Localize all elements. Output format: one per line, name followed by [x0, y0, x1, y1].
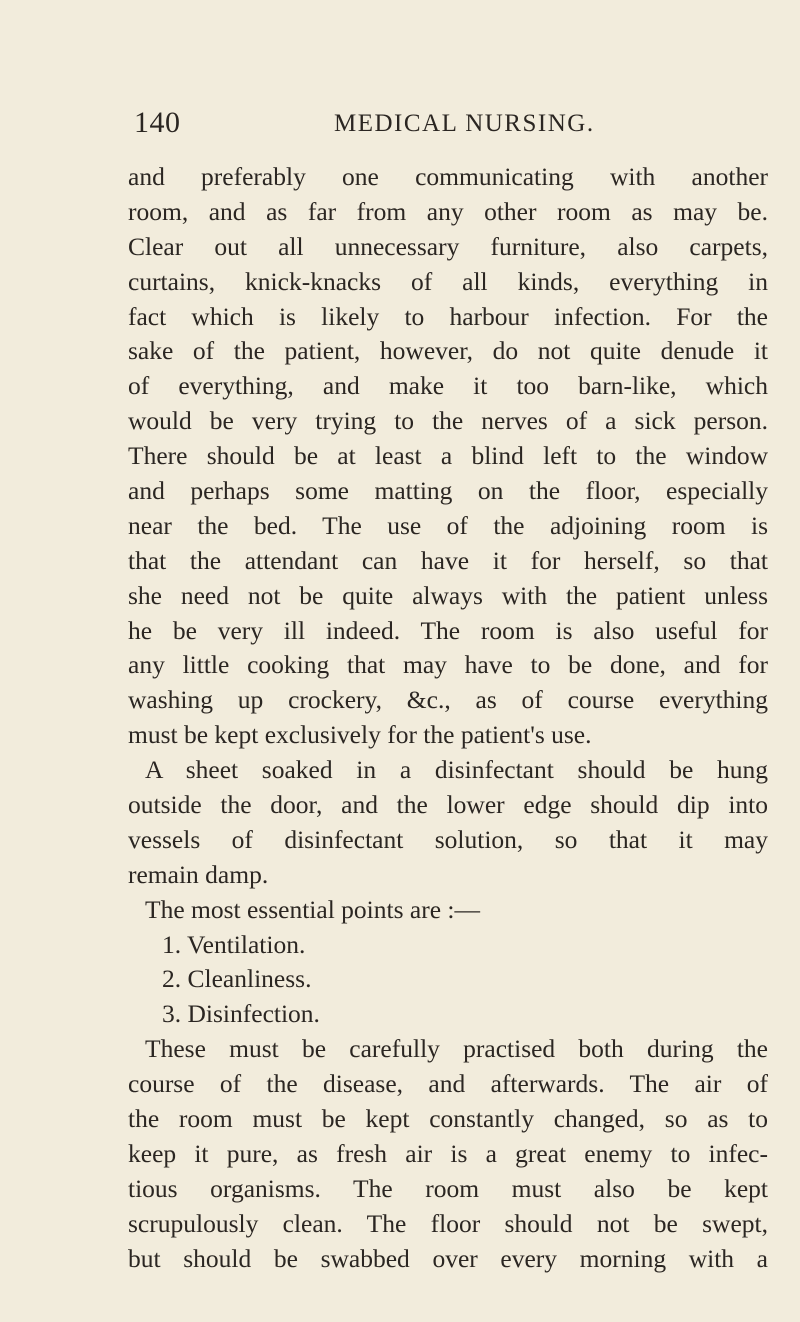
text-line: Clear out all unnecessary furniture, also carpets,	[128, 231, 768, 261]
text-line: she need not be quite always with the patient unless	[128, 580, 768, 610]
text-line: tious organisms. The room must also be kept	[128, 1173, 768, 1203]
text-line: scrupulously clean. The floor should not be swept,	[128, 1208, 768, 1238]
text-line: near the bed. The use of the adjoining room is	[128, 510, 768, 540]
text-line: would be very trying to the nerves of a sick person.	[128, 406, 768, 436]
text-line: fact which is likely to harbour infection. For the	[128, 301, 768, 331]
text-line: must be kept exclusively for the patient's use.	[128, 720, 592, 750]
text-line: course of the disease, and afterwards. The air of	[128, 1069, 768, 1099]
text-line: washing up crockery, &c., as of course everything	[128, 685, 768, 715]
text-line: sake of the patient, however, do not quite denude it	[128, 336, 768, 366]
text-line: of everything, and make it too barn-like, which	[128, 371, 768, 401]
list-item: 1. Ventilation.	[162, 929, 306, 959]
page-header	[134, 103, 764, 143]
text-line: any little cooking that may have to be done, and for	[128, 650, 768, 680]
list-item: 2. Cleanliness.	[162, 964, 312, 994]
running-title: MEDICAL NURSING.	[334, 110, 595, 137]
text-line: he be very ill indeed. The room is also useful for	[128, 615, 768, 645]
text-line: and perhaps some matting on the floor, especially	[128, 476, 768, 506]
text-line: but should be swabbed over every morning with a	[128, 1243, 768, 1273]
text-line: that the attendant can have it for herself, so that	[128, 545, 768, 575]
text-line: the room must be kept constantly changed, so as to	[128, 1104, 768, 1134]
body-text	[128, 160, 768, 1277]
text-line: A sheet soaked in a disinfectant should be hung	[145, 755, 768, 785]
text-line: vessels of disinfectant solution, so that it may	[128, 824, 768, 854]
text-line: outside the door, and the lower edge should dip into	[128, 790, 768, 820]
text-line: keep it pure, as fresh air is a great enemy to infec-	[128, 1138, 768, 1168]
text-line: curtains, knick-knacks of all kinds, everything in	[128, 266, 768, 296]
text-line: remain damp.	[128, 859, 269, 889]
list-item: 3. Disinfection.	[162, 999, 320, 1029]
text-line: and preferably one communicating with another	[128, 162, 768, 191]
page-number: 140	[134, 106, 181, 139]
text-line: These must be carefully practised both during the	[145, 1034, 768, 1064]
text-line: room, and as far from any other room as may be.	[128, 196, 768, 226]
text-line: There should be at least a blind left to the window	[128, 441, 768, 471]
text-line: The most essential points are :—	[145, 894, 480, 924]
